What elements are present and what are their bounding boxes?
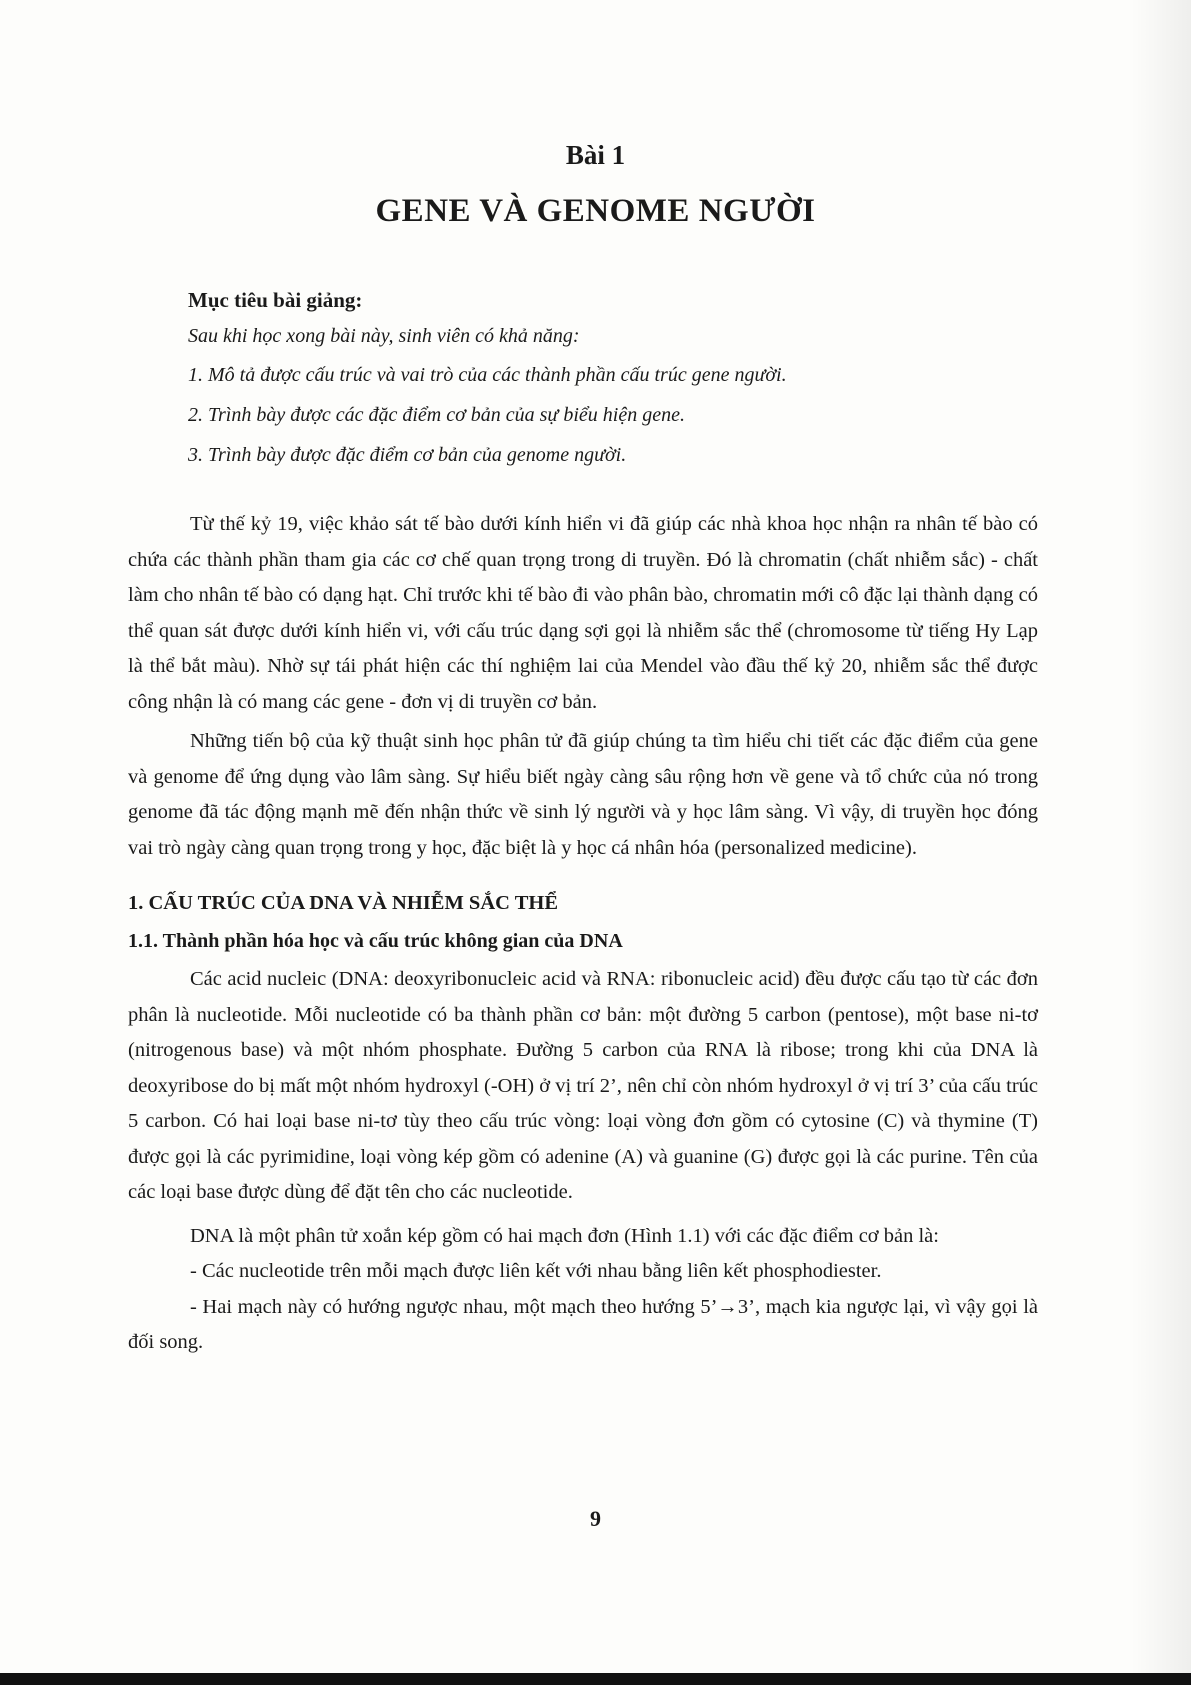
lesson-objectives (188, 288, 988, 484)
intro-paragraph: Từ thế kỷ 19, việc khảo sát tế bào dưới kính hiển vi đã giúp các nhà khoa học nhận ra nhân tế bào có chứa các thành phần tham gia các cơ chế quan trọng trong di truyền. Đó là chromatin (chất nhiễm sắc) - chất làm cho nhân tế bào có dạng hạt. Chỉ trước khi tế bào đi vào phân bào, chromatin mới cô đặc lại thành dạng có thể quan sát được dưới kính hiển vi, với cấu trúc dạng sợi gọi là nhiễm sắc thể (chromosome từ tiếng Hy Lạp là thể bắt màu). Nhờ sự tái phát hiện các thí nghiệm lai của Mendel vào đầu thế kỷ 20, nhiễm sắc thể được công nhận là có mang các gene - đơn vị di truyền cơ bản. (128, 513, 1038, 713)
objective-item: 2. Trình bày được các đặc điểm cơ bản của sự biểu hiện gene. (188, 404, 685, 426)
objective-item: 3. Trình bày được đặc điểm cơ bản của genome người. (188, 444, 627, 466)
objective-item: 1. Mô tả được cấu trúc và vai trò của các thành phần cấu trúc gene người. (188, 364, 787, 386)
scan-edge-shadow (1131, 0, 1191, 1685)
objectives-heading: Mục tiêu bài giảng: (188, 288, 363, 312)
body-paragraph: DNA là một phân tử xoắn kép gồm có hai mạch đơn (Hình 1.1) với các đặc điểm cơ bản là: (190, 1224, 939, 1247)
lesson-title: GENE VÀ GENOME NGƯỜI (375, 193, 816, 229)
bullet-item: - Hai mạch này có hướng ngược nhau, một mạch theo hướng 5’→3’, mạch kia ngược lại, vì vậy gọi là đối song. (128, 1295, 1038, 1353)
main-text (128, 507, 1038, 1361)
intro-paragraph: Những tiến bộ của kỹ thuật sinh học phân tử đã giúp chúng ta tìm hiểu chi tiết các đặc điểm của gene và genome để ứng dụng vào lâm sàng. Sự hiểu biết ngày càng sâu rộng hơn về gene và tổ chức của nó trong genome đã tác động mạnh mẽ đến nhận thức về sinh lý người và y học lâm sàng. Vì vậy, di truyền học đóng vai trò ngày càng quan trọng trong y học, đặc biệt là y học cá nhân hóa (personalized medicine). (128, 730, 1038, 859)
objectives-intro: Sau khi học xong bài này, sinh viên có khả năng: (188, 325, 580, 347)
subsection-heading: 1.1. Thành phần hóa học và cấu trúc không gian của DNA (128, 930, 623, 952)
section-heading: 1. CẤU TRÚC CỦA DNA VÀ NHIỄM SẮC THỂ (128, 892, 558, 914)
page-number: 9 (590, 1506, 601, 1531)
bullet-item: - Các nucleotide trên mỗi mạch được liên kết với nhau bằng liên kết phosphodiester. (190, 1260, 882, 1282)
scan-bottom-edge (0, 1673, 1191, 1685)
body-paragraph: Các acid nucleic (DNA: deoxyribonucleic acid và RNA: ribonucleic acid) đều được cấu tạo từ các đơn phân là nucleotide. Mỗi nucleotide có ba thành phần cơ bản: một đường 5 carbon (pentose), một base ni-tơ (nitrogenous base) và một nhóm phosphate. Đường 5 carbon của RNA là ribose; trong khi của DNA là deoxyribose do bị mất một nhóm hydroxyl (-OH) ở vị trí 2’, nên chỉ còn nhóm hydroxyl ở vị trí 3’ của cấu trúc 5 carbon. Có hai loại base ni-tơ tùy theo cấu trúc vòng: loại vòng đơn gồm có cytosine (C) và thymine (T) được gọi là các pyrimidine, loại vòng kép gồm có adenine (A) và guanine (G) được gọi là các purine. Tên của các loại base được dùng để đặt tên cho các nucleotide. (128, 968, 1038, 1203)
lesson-number: Bài 1 (565, 140, 626, 170)
